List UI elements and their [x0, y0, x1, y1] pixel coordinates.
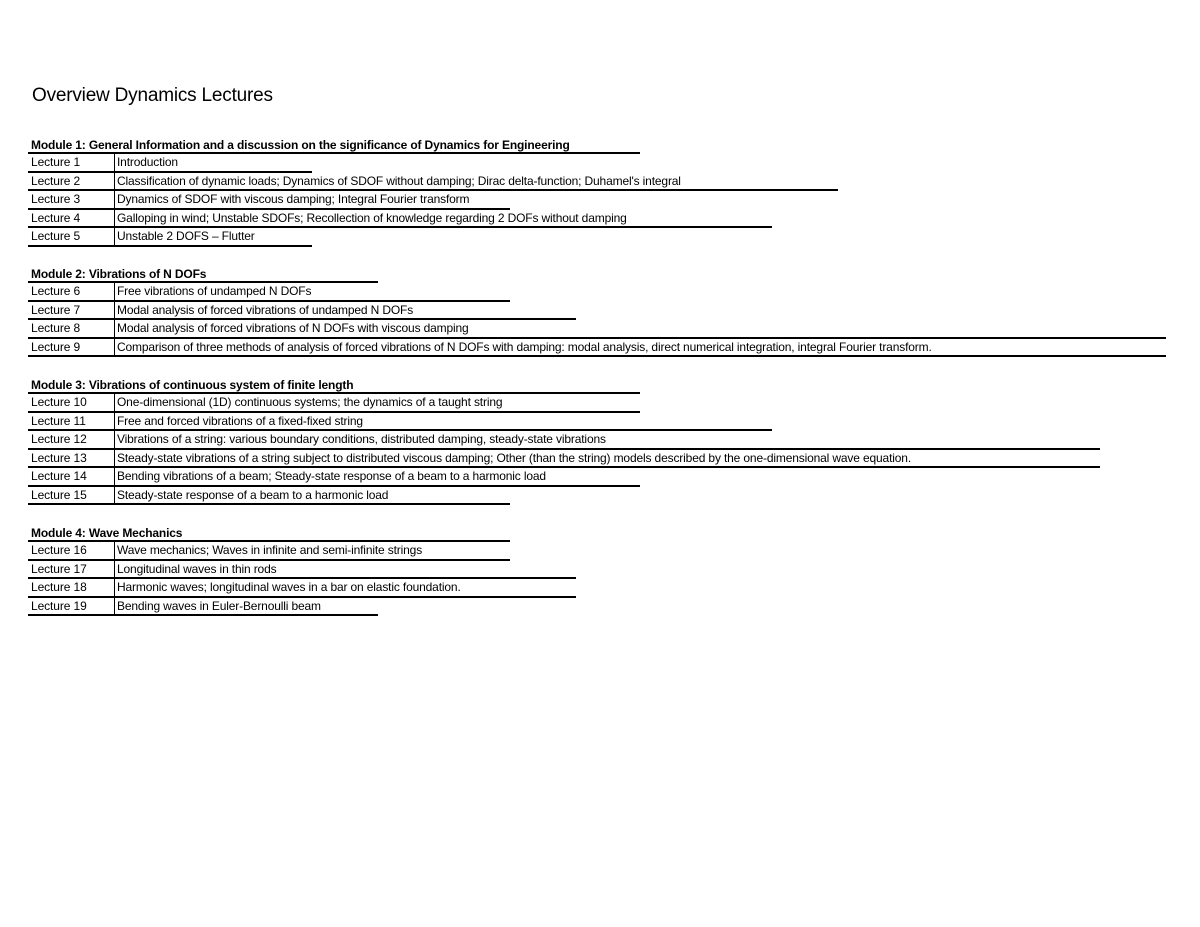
lecture-row [28, 320, 1166, 339]
lecture-label: Lecture 16 [28, 542, 114, 561]
lecture-label: Lecture 18 [28, 579, 114, 598]
lecture-row [28, 154, 838, 173]
lecture-label: Lecture 15 [28, 487, 114, 506]
lecture-row [28, 283, 1166, 302]
lecture-row [28, 579, 576, 598]
lecture-topic: Classification of dynamic loads; Dynamics of SDOF without damping; Dirac delta-function; Duhamel's integral [114, 173, 838, 192]
lecture-topic: Bending waves in Euler-Bernoulli beam [114, 598, 378, 617]
lecture-topic: Comparison of three methods of analysis of forced vibrations of N DOFs with damping: modal analysis, direct numerical integration, integral Fourier transform. [114, 339, 1166, 358]
lecture-label: Lecture 2 [28, 173, 114, 192]
lecture-topic: Introduction [114, 154, 312, 173]
lecture-topic: Steady-state response of a beam to a harmonic load [114, 487, 510, 506]
lecture-label: Lecture 3 [28, 191, 114, 210]
lecture-label: Lecture 7 [28, 302, 114, 321]
lecture-row [28, 487, 1100, 506]
lecture-row [28, 173, 838, 192]
lecture-row [28, 302, 1166, 321]
lecture-label: Lecture 4 [28, 210, 114, 229]
lecture-label: Lecture 12 [28, 431, 114, 450]
lecture-row [28, 468, 1100, 487]
lecture-row [28, 413, 1100, 432]
module-heading: Module 2: Vibrations of N DOFs [28, 265, 378, 283]
lecture-row [28, 191, 838, 210]
lecture-label: Lecture 8 [28, 320, 114, 339]
module-1 [28, 136, 838, 247]
lecture-topic: Wave mechanics; Waves in infinite and semi-infinite strings [114, 542, 510, 561]
lecture-row [28, 450, 1100, 469]
lecture-topic: Bending vibrations of a beam; Steady-state response of a beam to a harmonic load [114, 468, 640, 487]
lecture-row [28, 210, 838, 229]
module-2 [28, 265, 1166, 357]
lecture-topic: Vibrations of a string: various boundary conditions, distributed damping, steady-state vibrations [114, 431, 1100, 450]
lecture-label: Lecture 5 [28, 228, 114, 247]
lecture-label: Lecture 14 [28, 468, 114, 487]
lecture-label: Lecture 1 [28, 154, 114, 173]
lecture-row [28, 228, 838, 247]
lecture-label: Lecture 17 [28, 561, 114, 580]
lecture-label: Lecture 9 [28, 339, 114, 358]
lecture-row [28, 598, 576, 617]
lecture-topic: Galloping in wind; Unstable SDOFs; Recollection of knowledge regarding 2 DOFs without damping [114, 210, 772, 229]
page-title: Overview Dynamics Lectures [32, 85, 273, 106]
lecture-row [28, 561, 576, 580]
lecture-topic: Free vibrations of undamped N DOFs [114, 283, 510, 302]
lecture-topic: Modal analysis of forced vibrations of N DOFs with viscous damping [114, 320, 1166, 339]
module-heading: Module 1: General Information and a discussion on the significance of Dynamics for Engineering [28, 136, 640, 154]
lecture-topic: Steady-state vibrations of a string subject to distributed viscous damping; Other (than the string) models described by the one-dimensional wave equation. [114, 450, 1100, 469]
lecture-row [28, 394, 1100, 413]
lecture-row [28, 431, 1100, 450]
module-3 [28, 376, 1100, 505]
lecture-row [28, 339, 1166, 358]
lecture-topic: Harmonic waves; longitudinal waves in a bar on elastic foundation. [114, 579, 576, 598]
lecture-topic: Modal analysis of forced vibrations of undamped N DOFs [114, 302, 576, 321]
lecture-topic: One-dimensional (1D) continuous systems; the dynamics of a taught string [114, 394, 640, 413]
lecture-topic: Free and forced vibrations of a fixed-fixed string [114, 413, 772, 432]
lecture-label: Lecture 13 [28, 450, 114, 469]
lecture-row [28, 542, 576, 561]
module-4 [28, 524, 576, 616]
lecture-topic: Longitudinal waves in thin rods [114, 561, 576, 580]
lecture-label: Lecture 11 [28, 413, 114, 432]
lecture-topic: Unstable 2 DOFS – Flutter [114, 228, 312, 247]
lecture-label: Lecture 19 [28, 598, 114, 617]
module-heading: Module 4: Wave Mechanics [28, 524, 510, 542]
lecture-topic: Dynamics of SDOF with viscous damping; Integral Fourier transform [114, 191, 510, 210]
module-heading: Module 3: Vibrations of continuous system of finite length [28, 376, 640, 394]
lecture-label: Lecture 10 [28, 394, 114, 413]
lecture-label: Lecture 6 [28, 283, 114, 302]
